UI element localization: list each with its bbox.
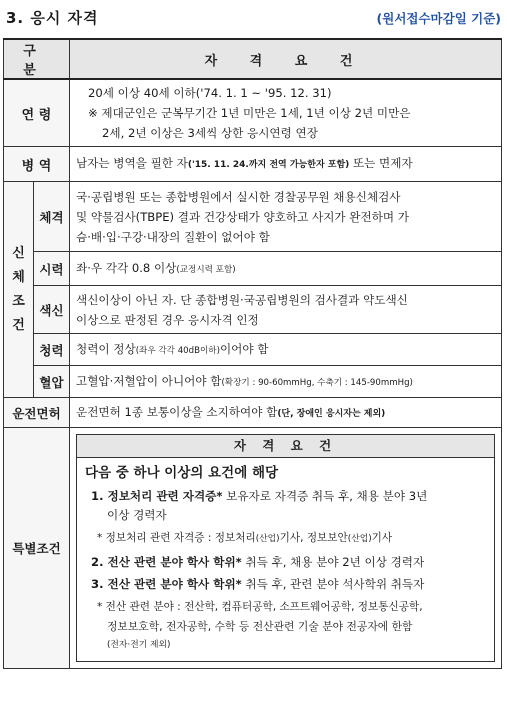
color-vision-row bbox=[4, 286, 502, 334]
special-item-1-cont: 이상 경력자 bbox=[107, 508, 167, 522]
license-content: 운전면허 1종 보통이상을 소지하여야 함(단, 장애인 응시자는 제외) bbox=[70, 398, 502, 428]
section-title: 3. 응시 자격 bbox=[6, 9, 99, 27]
special-content bbox=[70, 428, 502, 669]
age-label: 연 령 bbox=[4, 79, 70, 147]
license-row bbox=[4, 398, 502, 428]
table-header-row bbox=[4, 39, 502, 79]
requirements-table bbox=[3, 38, 502, 669]
header-requirement: 자 격 요 건 bbox=[70, 39, 502, 79]
age-line-3: 2세, 2년 이상은 3세씩 상한 응시연령 연장 bbox=[102, 126, 318, 140]
special-note-2-cont: 정보보호학, 전자공학, 수학 등 전산관련 기술 분야 전공자에 한함 bbox=[107, 620, 413, 633]
special-box-title: 자 격 요 건 bbox=[77, 435, 494, 458]
special-intro: 다음 중 하나 이상의 요건에 해당 bbox=[85, 465, 279, 481]
physique-label: 체격 bbox=[34, 182, 70, 252]
hearing-content: 청력이 정상(좌우 각각 40dB이하)이어야 함 bbox=[70, 334, 502, 366]
military-text-c: 또는 면제자 bbox=[349, 156, 413, 170]
color-vision-content: 색신이상이 아닌 자. 단 종합병원·국공립병원의 검사결과 약도색신 이상으로 판정된 경우 응시자격 인정 bbox=[70, 286, 502, 334]
military-label: 병 역 bbox=[4, 147, 70, 182]
age-line-1: 20세 이상 40세 이하('74. 1. 1 ~ '95. 12. 31) bbox=[88, 86, 332, 100]
blood-pressure-row bbox=[4, 366, 502, 398]
basis-note: (원서접수마감일 기준) bbox=[376, 11, 501, 26]
age-line-2: ※ 제대군인은 군복무기간 1년 미만은 1세, 1년 이상 2년 미만은 bbox=[88, 106, 411, 120]
special-note-2: * 전산 관련 분야 : 전산학, 컴퓨터공학, 소프트웨어공학, 정보통신공학, bbox=[97, 601, 423, 613]
military-content bbox=[70, 147, 502, 182]
color-vision-label: 색신 bbox=[34, 286, 70, 334]
license-label: 운전면허 bbox=[4, 398, 70, 428]
special-requirements-box bbox=[76, 434, 495, 662]
military-row bbox=[4, 147, 502, 182]
military-text-a: 남자는 병역을 필한 자 bbox=[76, 156, 188, 170]
special-row bbox=[4, 428, 502, 669]
special-note-1: * 정보처리 관련 자격증 : 정보처리(산업)기사, 정보보안(산업)기사 bbox=[97, 532, 393, 544]
military-text-b: ('15. 11. 24.까지 전역 가능한자 포함) bbox=[187, 160, 350, 170]
hearing-label: 청력 bbox=[34, 334, 70, 366]
special-item-1: 1. 정보처리 관련 자격증* 보유자로 자격증 취득 후, 채용 분야 3년 bbox=[91, 489, 428, 503]
special-item-2: 2. 전산 관련 분야 학사 학위* 취득 후, 채용 분야 2년 이상 경력자 bbox=[91, 555, 425, 569]
vision-label: 시력 bbox=[34, 252, 70, 286]
blood-pressure-content: 고혈압·저혈압이 아니어야 함(확장기 : 90-60mmHg, 수축기 : 145-90mmHg) bbox=[70, 366, 502, 398]
special-label: 특별조건 bbox=[4, 428, 70, 669]
special-box-body bbox=[77, 458, 494, 661]
vision-content: 좌·우 각각 0.8 이상(교정시력 포함) bbox=[70, 252, 502, 286]
vision-row bbox=[4, 252, 502, 286]
physique-row bbox=[4, 182, 502, 252]
age-row bbox=[4, 79, 502, 147]
header-category: 구 분 bbox=[4, 39, 70, 79]
special-note-2-exclusion: (전자·전기 제외) bbox=[107, 640, 171, 650]
blood-pressure-label: 혈압 bbox=[34, 366, 70, 398]
age-content bbox=[70, 79, 502, 147]
body-condition-label: 신 체 조 건 bbox=[4, 182, 34, 398]
hearing-row bbox=[4, 334, 502, 366]
special-item-3: 3. 전산 관련 분야 학사 학위* 취득 후, 관련 분야 석사학위 취득자 bbox=[91, 577, 425, 591]
physique-content: 국·공립병원 또는 종합병원에서 실시한 경찰공무원 채용신체검사 및 약물검사(TBPE) 결과 건강상태가 양호하고 사지가 완전하며 가 슴·배·입·구강·내장의 질환이 없어야 함 bbox=[70, 182, 502, 252]
